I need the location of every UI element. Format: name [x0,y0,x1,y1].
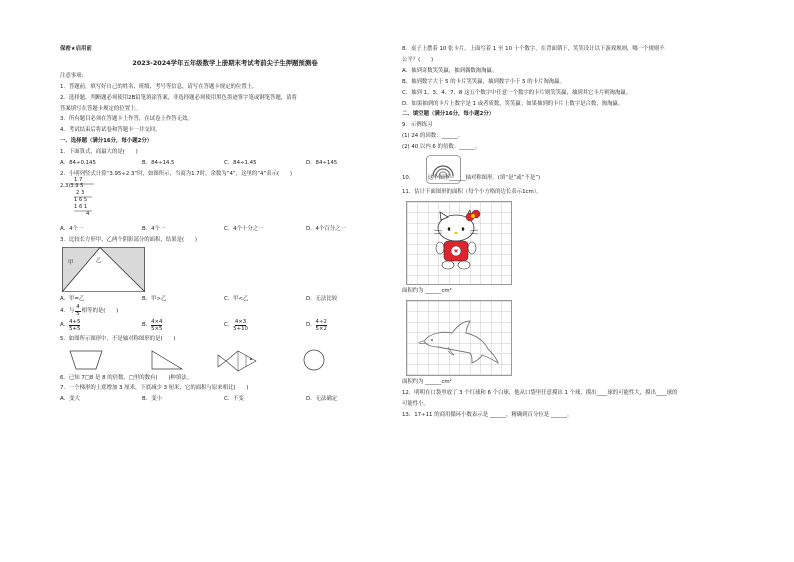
question-stem: 3．比较长方形甲、乙两个阴影部分的面积，结果是( ) [60,236,198,243]
fraction-denominator: 5×5 [151,326,163,333]
dolphin-grid-figure [402,297,742,377]
fraction-numerator: 4×3 [234,319,247,326]
option[interactable] [60,319,142,332]
option-row [60,394,390,405]
right-column [402,44,742,421]
question-stem: 9．示例练习 [402,122,433,129]
section-heading: 二、填空题（满分16分，每小题2分） [402,111,495,118]
option-fraction [69,319,80,332]
option[interactable] [142,319,224,332]
division-step: 2 3 [76,189,85,196]
note-item: 2．选择题、判断题必须使用2B铅笔填涂答案，非选择题必须使用黑色墨迹签字笔或钢笔答题，请将 [60,94,297,101]
question-stem: 2．小明列竖式计算“3.95÷2.3”时，如图所示，当商为1.7时，余数为“4”，这里的“4”表示( ) [60,170,293,177]
question-stem: 11．估计下面图形的面积（每个小方格的边长表示1cm）。 [402,189,542,196]
option-row [60,318,390,334]
secret-label: 保密★启用前 [60,46,92,52]
option[interactable]: D．无法比较 [306,295,338,302]
hello-kitty-drawing [430,210,490,276]
circle-shape[interactable] [304,350,324,370]
option[interactable]: A．甲=乙 [60,295,85,302]
question-stem: 10． 这个图形______轴对称图形。(填“是”或“不是”) [402,175,541,182]
stem-fraction [75,305,80,317]
option[interactable]: B．甲>乙 [142,295,167,302]
option-fraction [151,319,162,332]
option[interactable]: A．84÷0.145 [60,160,96,167]
option[interactable]: A．变大 [60,396,80,403]
label-yi: 乙 [96,257,102,264]
division-step: 1 6 5 [74,196,88,203]
fill-item: (1) 24 的因数：______。 [402,133,464,140]
option[interactable]: C．4个十分之一 [224,225,264,232]
division-step: 1 6 1 [74,203,88,210]
left-column [60,44,390,405]
right-triangle-shape[interactable] [152,351,182,369]
fraction-denominator: 5+5 [69,326,81,333]
fill-item: (2) 40 以内 6 的倍数：______。 [402,144,481,151]
symmetry-shapes [60,345,390,373]
question-stem: 可能性小。 [402,400,429,407]
note-item: 1．答题前，填写好自己的姓名、班级、考号等信息，请写在答题卡规定的位置上。 [60,83,258,90]
option[interactable] [306,319,327,332]
option[interactable]: B．变小 [142,396,162,403]
question-stem: 13．17÷11 的商用循环小数表示是 ______，精确到百分位是 ______。 [402,411,573,418]
rectangle-figure [60,246,390,294]
note-item: 3．所有题目必须在答题卡上作答，在试卷上作答无效。 [60,116,193,123]
question-stem: 5．如图所示图形中，不是轴对称图形的是( ) [60,335,176,342]
note-item: 4．考试结束后将试卷和答题卡一并交回。 [60,127,161,134]
shapes-figure [60,345,390,373]
option[interactable] [224,319,306,332]
fraction-denominator: 5+10 [233,326,248,333]
question-stem: 8．桌子上摆着 10 张卡片，上面写着 1 至 10 十个数字，在背面朝下，笑笑设计以下游戏规则，哪一个规则不 [402,46,665,52]
label-jia: 甲 [68,259,74,266]
option-row [60,294,390,305]
fraction-numerator: 4 [76,304,80,311]
fraction-numerator: 4×4 [151,319,163,326]
option-row [60,158,390,169]
option-label: D． [306,322,316,329]
option[interactable]: D．无法确定 [306,396,338,403]
division-lines [60,180,100,224]
option[interactable]: D．如果抽到的卡片上数字是 1 或者质数，笑笑赢；如果抽到的卡片上数字是合数，淘淘赢。 [402,100,624,107]
stem-suffix: 相等的是( ) [81,307,119,314]
question-stem: 12．明明在口袋里放了 3 个红球和 6 个白球，他从口袋里任意摸出 1 个球，摸出____球的可能性大，摸出____球的 [402,389,678,396]
fish-shape[interactable] [218,351,256,371]
option-fraction [316,319,327,332]
cat-grid-figure [402,198,742,286]
question-stem: 公平？( ) [402,56,434,63]
trapezoid-shape[interactable] [70,351,102,369]
option[interactable]: B．抽到数字大于 5 的卡片笑笑赢，抽到数字小于 5 的卡片淘淘赢。 [402,78,565,85]
note-item: 答案填写在答题卡规定的位置上。 [60,105,141,112]
area-answer: 面积约为 ______cm² [402,378,452,385]
division-dividend: 2.3)3.9 5 [60,182,84,189]
rectangle-shading [62,247,146,293]
long-division-figure [60,176,390,224]
fraction-numerator: 4÷2 [315,319,327,326]
option[interactable]: A．抽到奇数笑笑赢，抽到偶数淘淘赢。 [402,67,498,74]
question-stem: 6．已知 7□8 是 8 的倍数，□里的数有( )种填法。 [60,374,192,381]
option[interactable]: C．84÷1.45 [224,160,257,167]
option-label: A． [60,322,70,329]
option-fraction [233,319,248,332]
question-stem-q4 [60,305,390,318]
fraction-denominator: 5 [76,310,80,317]
division-quotient: 1.7 [74,176,83,183]
dolphin-drawing [418,311,502,367]
option[interactable]: B．4个一 [142,225,166,232]
question-stem: 7．一个梯形的上底增加 3 厘米，下底减少 3 厘米，它的面积与原来相比( ) [60,385,249,392]
option[interactable]: C．不变 [224,396,244,403]
division-remainder: 4 [86,210,90,217]
q10-block [402,153,742,187]
option-label: B． [142,322,152,329]
exam-title: 2023-2024学年五年级数学上册期末考试考前尖子生押题预测卷 [132,58,318,67]
question-stem: 1．下面算式，商最大的是( ) [60,149,138,156]
area-answer: 面积约为 ______cm² [402,287,452,294]
option[interactable]: B．84÷14.5 [142,160,175,167]
stem-prefix: 4．与 [60,307,75,314]
notes-heading: 注意事项: [60,72,84,79]
option-row [60,224,390,235]
option[interactable]: C．抽到 1、3、4、7、8 这五个数字中任意一个数字的卡片则笑笑赢，抽到其它卡片则淘淘赢。 [402,89,632,96]
option[interactable]: A．4个一 [60,225,84,232]
option[interactable]: D．4个百分之一 [306,225,346,232]
option[interactable]: D．84÷145 [306,160,338,167]
option[interactable]: C．甲<乙 [224,295,249,302]
fraction-denominator: 5×2 [315,326,327,333]
option-label: C． [224,322,234,329]
fraction-numerator: 4+5 [69,319,81,326]
section-heading: 一、选择题（满分16分，每小题2分） [60,138,153,145]
